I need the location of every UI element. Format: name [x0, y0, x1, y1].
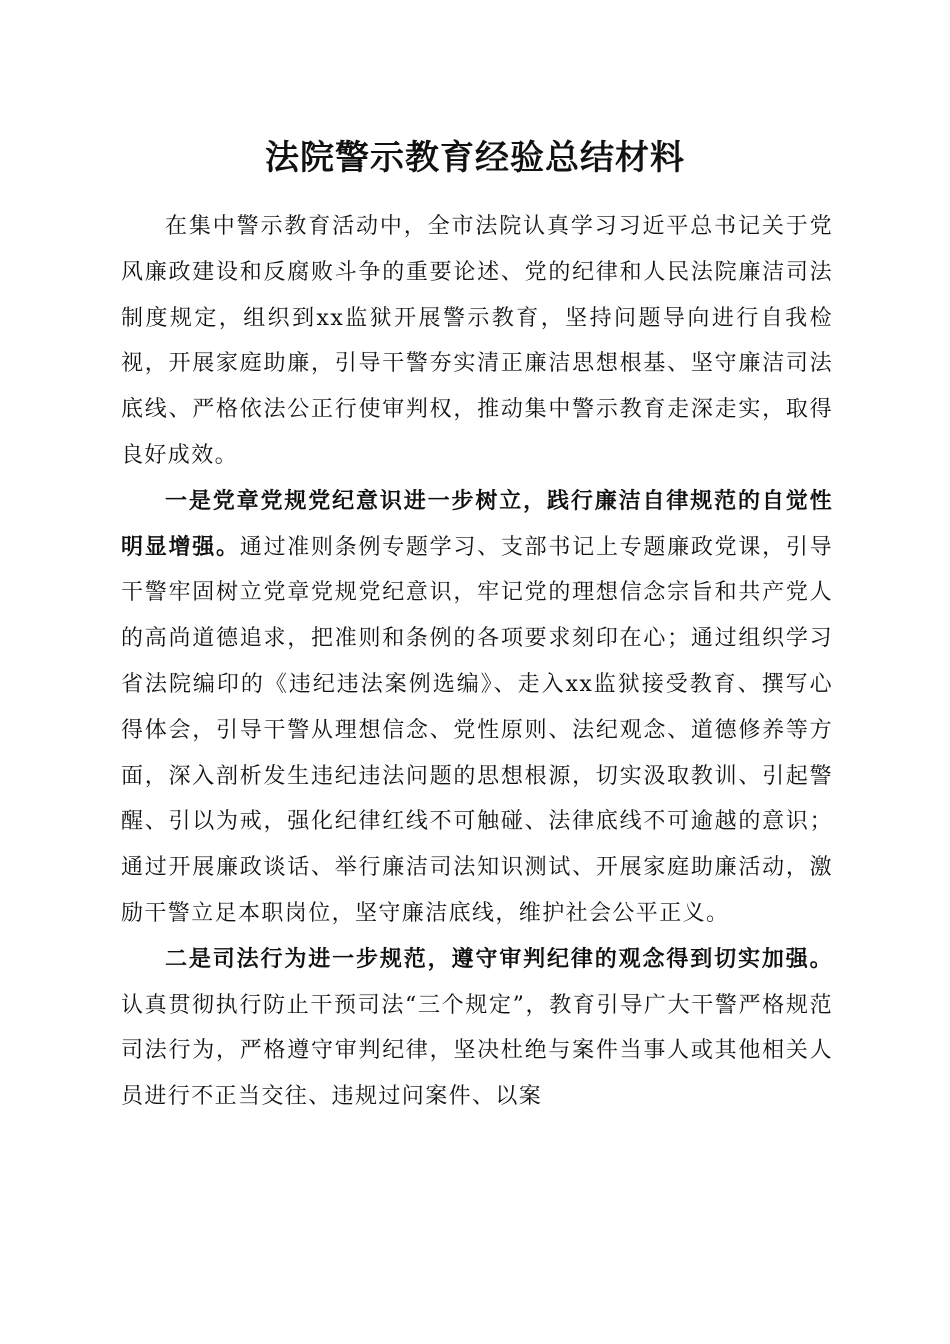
paragraph-text: 在集中警示教育活动中，全市法院认真学习习近平总书记关于党风廉政建设和反腐败斗争的重要论述、党的纪律和人民法院廉洁司法制度规定，组织到xx监狱开展警示教育，坚持问题导向进行自我检视，开展家庭助廉，引导干警夯实清正廉洁思想根基、坚守廉洁司法底线、严格依法公正行使审判权，推动集中警示教育走深走实，取得良好成效。 [121, 214, 833, 468]
paragraph-intro [121, 204, 833, 479]
document-body [121, 204, 833, 1120]
paragraph-point-two [121, 937, 833, 1120]
document-title: 法院警示教育经验总结材料 [265, 138, 685, 178]
paragraph-text: 认真贯彻执行防止干预司法“三个规定”，教育引导广大干警严格规范司法行为，严格遵守审判纪律，坚决杜绝与案件当事人或其他相关人员进行不正当交往、违规过问案件、以案 [121, 992, 833, 1110]
paragraph-text: 通过准则条例专题学习、支部书记上专题廉政党课，引导干警牢固树立党章党规党纪意识，牢记党的理想信念宗旨和共产党人的高尚道德追求，把准则和条例的各项要求刻印在心；通过组织学习省法院编印的《违纪违法案例选编》、走入xx监狱接受教育、撰写心得体会，引导干警从理想信念、党性原则、法纪观念、道德修养等方面，深入剖析发生违纪违法问题的思想根源，切实汲取教训、引起警醒、引以为戒，强化纪律红线不可触碰、法律底线不可逾越的意识；通过开展廉政谈话、举行廉洁司法知识测试、开展家庭助廉活动，激励干警立足本职岗位，坚守廉洁底线，维护社会公平正义。 [121, 534, 833, 926]
paragraph-lead: 一是党章党规党纪意识进一步树立，践行廉洁自律规范的自觉性明显增强。 [121, 487, 833, 560]
paragraph-point-one [121, 479, 833, 937]
paragraph-lead: 二是司法行为进一步规范，遵守审判纪律的观念得到切实加强。 [165, 945, 833, 972]
